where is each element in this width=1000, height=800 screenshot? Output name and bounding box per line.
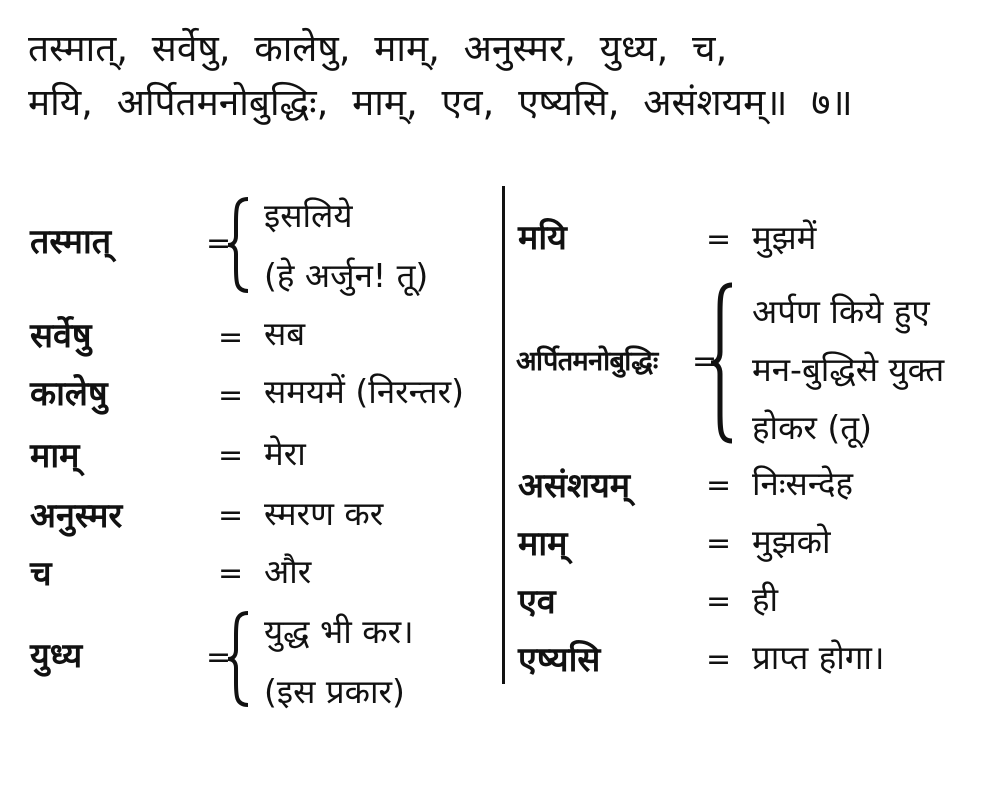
glossary-term: च [30, 554, 52, 594]
equals-sign: = [218, 320, 244, 355]
equals-sign: = [706, 642, 732, 677]
glossary-term: तस्मात् [30, 222, 112, 262]
equals-sign: = [218, 556, 244, 591]
brace-icon [708, 282, 736, 444]
glossary-term: अर्पितमनोबुद्धिः [516, 346, 658, 377]
equals-sign: = [218, 438, 244, 473]
glossary-meaning-line: युद्ध भी कर। [264, 612, 414, 651]
glossary-meaning-line: और [264, 552, 312, 591]
column-divider [502, 186, 505, 684]
brace-icon [226, 196, 252, 294]
glossary-meaning-line: सब [264, 314, 306, 353]
equals-sign: = [218, 378, 244, 413]
equals-sign: = [706, 584, 732, 619]
glossary-term: एष्यसि [518, 640, 601, 680]
glossary-term: माम् [30, 436, 80, 476]
glossary-meaning-line: निःसन्देह [752, 464, 854, 503]
glossary-term: असंशयम् [518, 466, 631, 506]
glossary-meaning-line: मुझमें [752, 218, 817, 257]
glossary-meaning-line: मेरा [264, 434, 306, 473]
glossary-term: माम् [518, 524, 568, 564]
equals-sign: = [692, 344, 718, 379]
glossary-meaning-line: समयमें (निरन्तर) [264, 372, 464, 411]
glossary-term: अनुस्मर [30, 496, 123, 536]
glossary-meaning-line: मन-बुद्धिसे युक्त [752, 350, 945, 389]
verse-line-2: मयि, अर्पितमनोबुद्धिः, माम्, एव, एष्यसि, असंशयम्॥ ७॥ [28, 81, 853, 124]
glossary-meaning-line: (इस प्रकार) [264, 672, 405, 711]
brace-icon [226, 610, 252, 708]
glossary-meaning-line: स्मरण कर [264, 494, 384, 533]
glossary-meaning-line: अर्पण किये हुए [752, 292, 930, 331]
equals-sign: = [206, 226, 232, 261]
equals-sign: = [706, 526, 732, 561]
equals-sign: = [706, 222, 732, 257]
glossary-term: मयि [518, 218, 567, 258]
equals-sign: = [218, 498, 244, 533]
equals-sign: = [706, 468, 732, 503]
verse-line-1: तस्मात्, सर्वेषु, कालेषु, माम्, अनुस्मर, युध्य, च, [28, 27, 728, 70]
glossary-term: एव [518, 582, 556, 622]
glossary-term: सर्वेषु [30, 316, 92, 356]
verse-text [28, 22, 978, 130]
glossary-meaning-line: इसलिये [264, 196, 353, 235]
glossary-meaning-line: ही [752, 580, 779, 619]
glossary-meaning-line: प्राप्त होगा। [752, 638, 885, 677]
equals-sign: = [206, 640, 232, 675]
glossary-meaning-line: होकर (तू) [752, 408, 872, 447]
glossary-term: युध्य [30, 636, 83, 676]
glossary-meaning-line: मुझको [752, 522, 831, 561]
glossary-term: कालेषु [30, 374, 108, 414]
glossary-meaning-line: (हे अर्जुन! तू) [264, 256, 429, 295]
